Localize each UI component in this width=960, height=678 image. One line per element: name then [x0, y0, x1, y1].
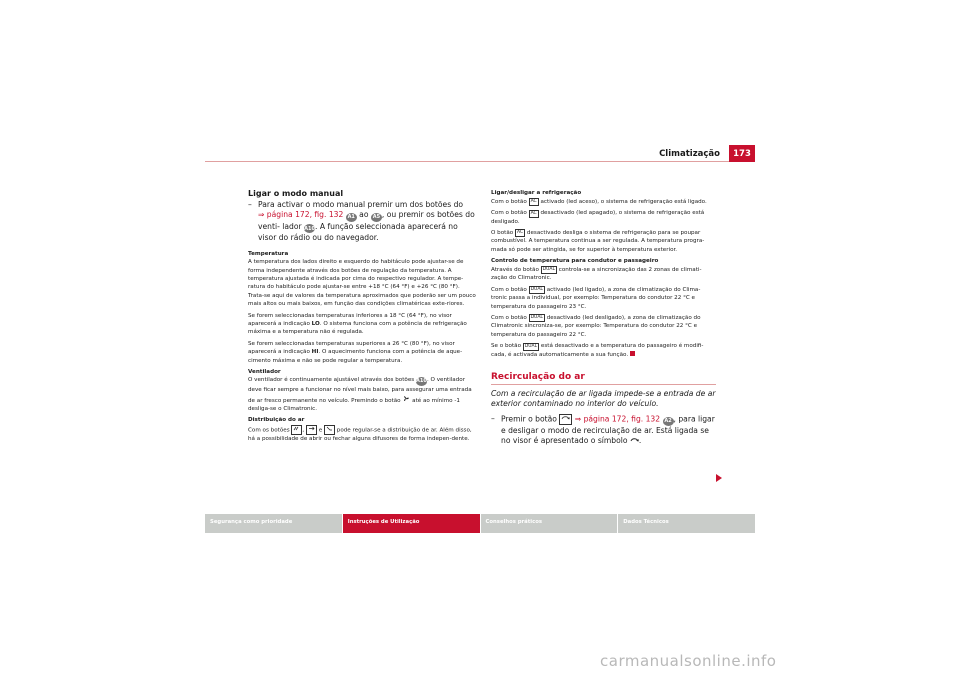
text: . — [638, 435, 642, 445]
next-page-arrow-icon[interactable] — [716, 474, 722, 482]
text: Se o botão — [491, 343, 521, 350]
figure-link[interactable] — [258, 210, 343, 219]
text: Com o botão — [491, 314, 527, 321]
recirculation-section-title: Recirculação do ar — [491, 372, 716, 385]
dual-key: DUAL — [524, 343, 538, 349]
temperature-paragraph-2 — [248, 312, 476, 337]
text: . O sistema funciona com a potência de refrigeração máxima e a temperatura não é regulada. — [248, 320, 467, 336]
figure-link[interactable] — [575, 414, 660, 423]
link-arrow: ⇒ — [574, 414, 582, 424]
air-to-windscreen-icon — [291, 425, 305, 435]
text: activado (led aceso), o sistema de refrigeração está ligado. — [540, 198, 707, 205]
temperature-paragraph-3 — [248, 340, 476, 365]
text: . O aquecimento funciona com a potência de aque-cimento máxima e não se pode regular a temperatura. — [248, 349, 463, 364]
left-column — [248, 189, 476, 443]
text: até ao mínimo -1 desliga-se o Climatronic. — [248, 397, 460, 412]
dual-key: DUAL — [530, 315, 543, 321]
text: desactivado desliga o sistema de refrigeração para se poupar combustível. A temperatura continua a ser regulada. A temperatura progra-mada só pode ser atingida, se for superior à temperatura exterior. — [491, 229, 705, 253]
dual-key: DUAL — [530, 287, 543, 293]
cooling-paragraph-1 — [491, 198, 716, 207]
dual-paragraph-3 — [491, 314, 716, 339]
dual-paragraph-1 — [491, 266, 716, 283]
air-distribution-paragraph — [248, 425, 476, 443]
cooling-paragraph-3 — [491, 229, 716, 254]
ac-key: AC — [530, 210, 537, 216]
step-text-2: ao — [359, 210, 369, 220]
step-text — [258, 200, 476, 244]
text: Se forem seleccionadas temperaturas inferiores a 18 °C (64 °F), no visor aparecerá a indicação — [248, 312, 452, 327]
step-dash: – — [248, 200, 252, 209]
watermark: carmanualsonline.info — [600, 652, 777, 670]
step-text-5: . A função seleccionada aparecerá no visor do rádio ou do navegador. — [258, 221, 458, 243]
manual-mode-heading: Ligar o modo manual — [248, 189, 344, 198]
ac-key: AC — [530, 199, 537, 204]
temperature-heading: Temperatura — [248, 250, 289, 257]
footer-tab-safety[interactable]: Segurança como prioridade — [205, 514, 342, 533]
page-header-title: Climatização — [659, 149, 720, 159]
step-text-1: Para activar o modo manual premir um dos botões do — [258, 200, 464, 209]
callout-badge-a1: A1 — [347, 214, 355, 221]
air-distribution-heading: Distribuição do ar — [248, 417, 305, 424]
step-dash: – — [491, 413, 495, 423]
dual-paragraph-4 — [491, 342, 716, 359]
text: desactivado (led desligado), a zona de climatização do Climatronic sincroniza-se, por exemplo: Temperatura do condutor 22 °C e temperatura do passageiro 22 °C. — [491, 314, 701, 338]
text: Com o botão — [491, 210, 527, 216]
header-rule — [205, 161, 755, 162]
text: Com o botão — [491, 286, 527, 293]
recirculation-lead: Com a recirculação de ar ligada impede-se a entrada de ar exterior contaminado no interior do veículo. — [491, 389, 716, 409]
dual-key: DUAL — [542, 267, 556, 273]
ac-key: AC — [516, 230, 524, 236]
recirculation-icon — [559, 414, 572, 425]
footer-tab-practical-tips[interactable]: Conselhos práticos — [481, 514, 618, 533]
callout-badge-a2: A2 — [664, 418, 672, 425]
text: activado (led ligado), a zona de climatização do Clima-tronic passa a individual, por exemplo: Temperatura do condutor 22 °C e temperatura do passageiro 23 °C. — [491, 286, 701, 310]
lo-indicator: LO — [311, 320, 320, 327]
text: , — [302, 427, 305, 434]
step-text-4: lador — [282, 221, 302, 231]
text: . O ventilador deve ficar sempre a funcionar no nível mais baixo, para assegurar uma entrada de ar fresco permanente no veículo. Premindo o botão — [248, 377, 472, 404]
recirculation-icon — [630, 435, 642, 445]
fan-heading: Ventilador — [248, 368, 281, 375]
text: Através do botão — [491, 266, 539, 273]
text: O ventilador é continuamente ajustável através dos botões — [248, 377, 415, 384]
end-of-section-icon — [630, 351, 635, 356]
temperature-paragraph-1: A temperatura dos lados direito e esquerdo do habitáculo pode ajustar-se de forma independente através dos botões de regulação da temperatura. A temperatura ajustada é indicada por cima do respectivo regulador. A tempe-ratura do habitáculo pode ajustar-se entre +18 °C (64 °F) e +26 °C (80 °F). Trata-se aqui de valores da temperatura aproximados que poderão ser um pouco mais altos ou mais baixos, em função das condições climatéricas exte-riores. — [248, 259, 476, 308]
footer-tab-operating-instructions[interactable]: Instruções de Utilização — [343, 514, 480, 533]
callout-badge-a5: A5 — [372, 214, 381, 221]
text: pode regular-se a distribuição de ar. Além disso, há a possibilidade de abrir ou fechar alguns difusores de forma indepen-dente. — [248, 427, 472, 442]
link-text: página 172, fig. 132 — [266, 210, 344, 220]
hi-indicator: HI — [311, 349, 319, 356]
cooling-heading: Ligar/desligar a refrigeração — [491, 190, 582, 196]
cooling-paragraph-2 — [491, 209, 716, 226]
recirculation-step — [491, 414, 716, 447]
text: Com o botão — [491, 198, 527, 205]
footer-tabs — [205, 514, 755, 533]
right-column — [491, 189, 716, 446]
manual-mode-step — [248, 200, 476, 244]
text: controla-se a sincronização das 2 zonas de climati-zação do Climatronic. — [491, 266, 702, 282]
text: Se forem seleccionadas temperaturas superiores a 26 °C (80 °F), no visor aparecerá a indicação — [248, 340, 455, 356]
fan-paragraph — [248, 376, 476, 413]
text: está desactivado e a temperatura do passageiro é modifi-cada, é activada automaticamente a sua função. — [491, 343, 704, 358]
text: Premir o botão — [501, 414, 557, 424]
text: O botão — [491, 229, 514, 236]
text: e — [318, 427, 323, 434]
air-to-feet-icon — [324, 425, 335, 435]
callout-badge-a10: A10 — [304, 225, 315, 232]
dual-paragraph-2 — [491, 286, 716, 311]
text: desactivado (led apagado), o sistema de refrigeração está desligado. — [491, 210, 705, 225]
dual-heading: Controlo de temperatura para condutor e passageiro — [491, 258, 659, 265]
text: , para ligar e desligar o modo de recirculação de ar. Está ligada se no visor é apresentado o símbolo — [501, 414, 715, 445]
air-to-body-icon — [306, 425, 317, 435]
link-text: página 172, fig. 132 — [583, 414, 661, 424]
fan-icon — [402, 398, 410, 404]
step-text-3: , ou premir os botões do venti- — [258, 210, 475, 231]
text: Com os botões — [248, 427, 290, 434]
step-text — [501, 414, 716, 447]
link-arrow: ⇒ — [258, 210, 265, 220]
page-number: 173 — [729, 145, 755, 162]
callout-badge-a10: A10 — [416, 378, 427, 385]
footer-tab-technical-data[interactable]: Dados Técnicos — [618, 514, 755, 533]
